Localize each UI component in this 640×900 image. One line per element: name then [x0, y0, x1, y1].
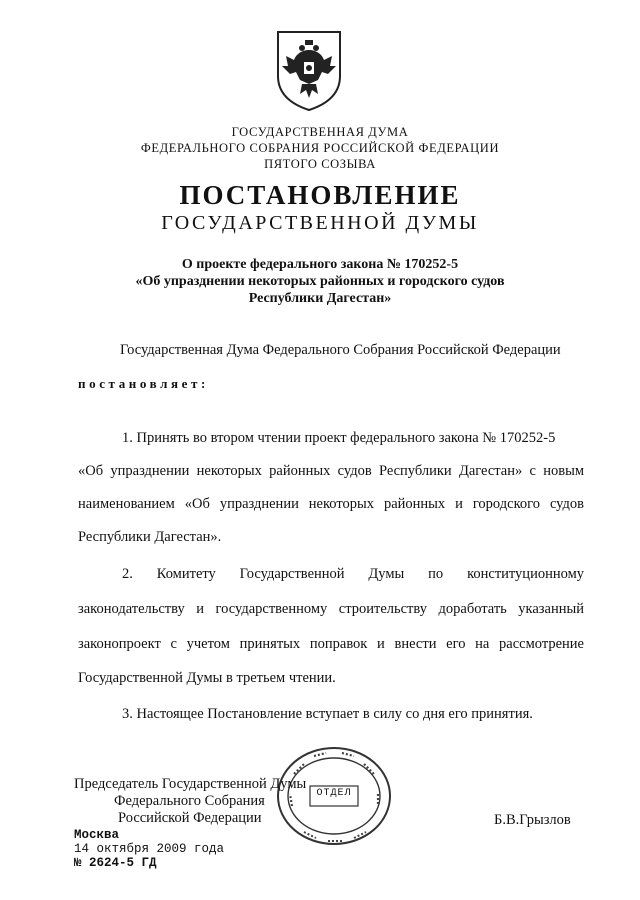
subject-line-1: О проекте федерального закона № 170252-5: [181, 257, 459, 272]
city: Москва: [74, 828, 120, 842]
item-2-line-4: Государственной Думы в третьем чтении.: [78, 670, 336, 686]
round-stamp-icon: [274, 744, 394, 848]
subject-line-3: Республики Дагестан»: [248, 291, 392, 306]
date: 14 октября 2009 года: [74, 842, 225, 856]
document-subtitle: ГОСУДАРСТВЕННОЙ ДУМЫ: [161, 212, 479, 234]
item-2-line-2: законодательству и государственному строительству доработать указанный: [78, 601, 584, 617]
item-1-line-1: 1. Принять во втором чтении проект федерального закона № 170252-5: [122, 430, 556, 446]
signatory-line-1: Председатель Государственной Думы: [74, 776, 307, 792]
signatory-line-2: Федерального Собрания: [114, 793, 265, 809]
header-line-3: ПЯТОГО СОЗЫВА: [264, 157, 376, 171]
item-2-line-3: законопроект с учетом принятых поправок и внести его на рассмотрение: [78, 636, 584, 652]
document-title: ПОСТАНОВЛЕНИЕ: [179, 180, 461, 210]
item-1-line-2: «Об упразднении некоторых районных судов Республики Дагестан» с новым: [78, 463, 584, 479]
signatory-line-3: Российской Федерации: [118, 810, 262, 826]
stamp-center-text: ОТДЕЛ: [316, 788, 352, 799]
resolves-word: постановляет:: [78, 376, 209, 391]
header-line-1: ГОСУДАРСТВЕННАЯ ДУМА: [231, 125, 409, 139]
signatory-name: Б.В.Грызлов: [494, 812, 571, 828]
subject-line-2: «Об упразднении некоторых районных и городского судов: [135, 274, 505, 289]
header-line-2: ФЕДЕРАЛЬНОГО СОБРАНИЯ РОССИЙСКОЙ ФЕДЕРАЦИИ: [140, 141, 500, 155]
registration-number: № 2624-5 ГД: [74, 856, 157, 870]
russian-coat-of-arms-icon: [272, 28, 346, 112]
item-1-line-3: наименованием «Об упразднении некоторых районных и городского судов: [78, 496, 584, 512]
item-1-line-4: Республики Дагестан».: [78, 529, 222, 545]
preamble: Государственная Дума Федерального Собрания Российской Федерации: [120, 342, 561, 358]
item-2-line-1: 2. Комитету Государственной Думы по конституционному: [122, 566, 584, 582]
item-3: 3. Настоящее Постановление вступает в силу со дня его принятия.: [122, 706, 533, 722]
